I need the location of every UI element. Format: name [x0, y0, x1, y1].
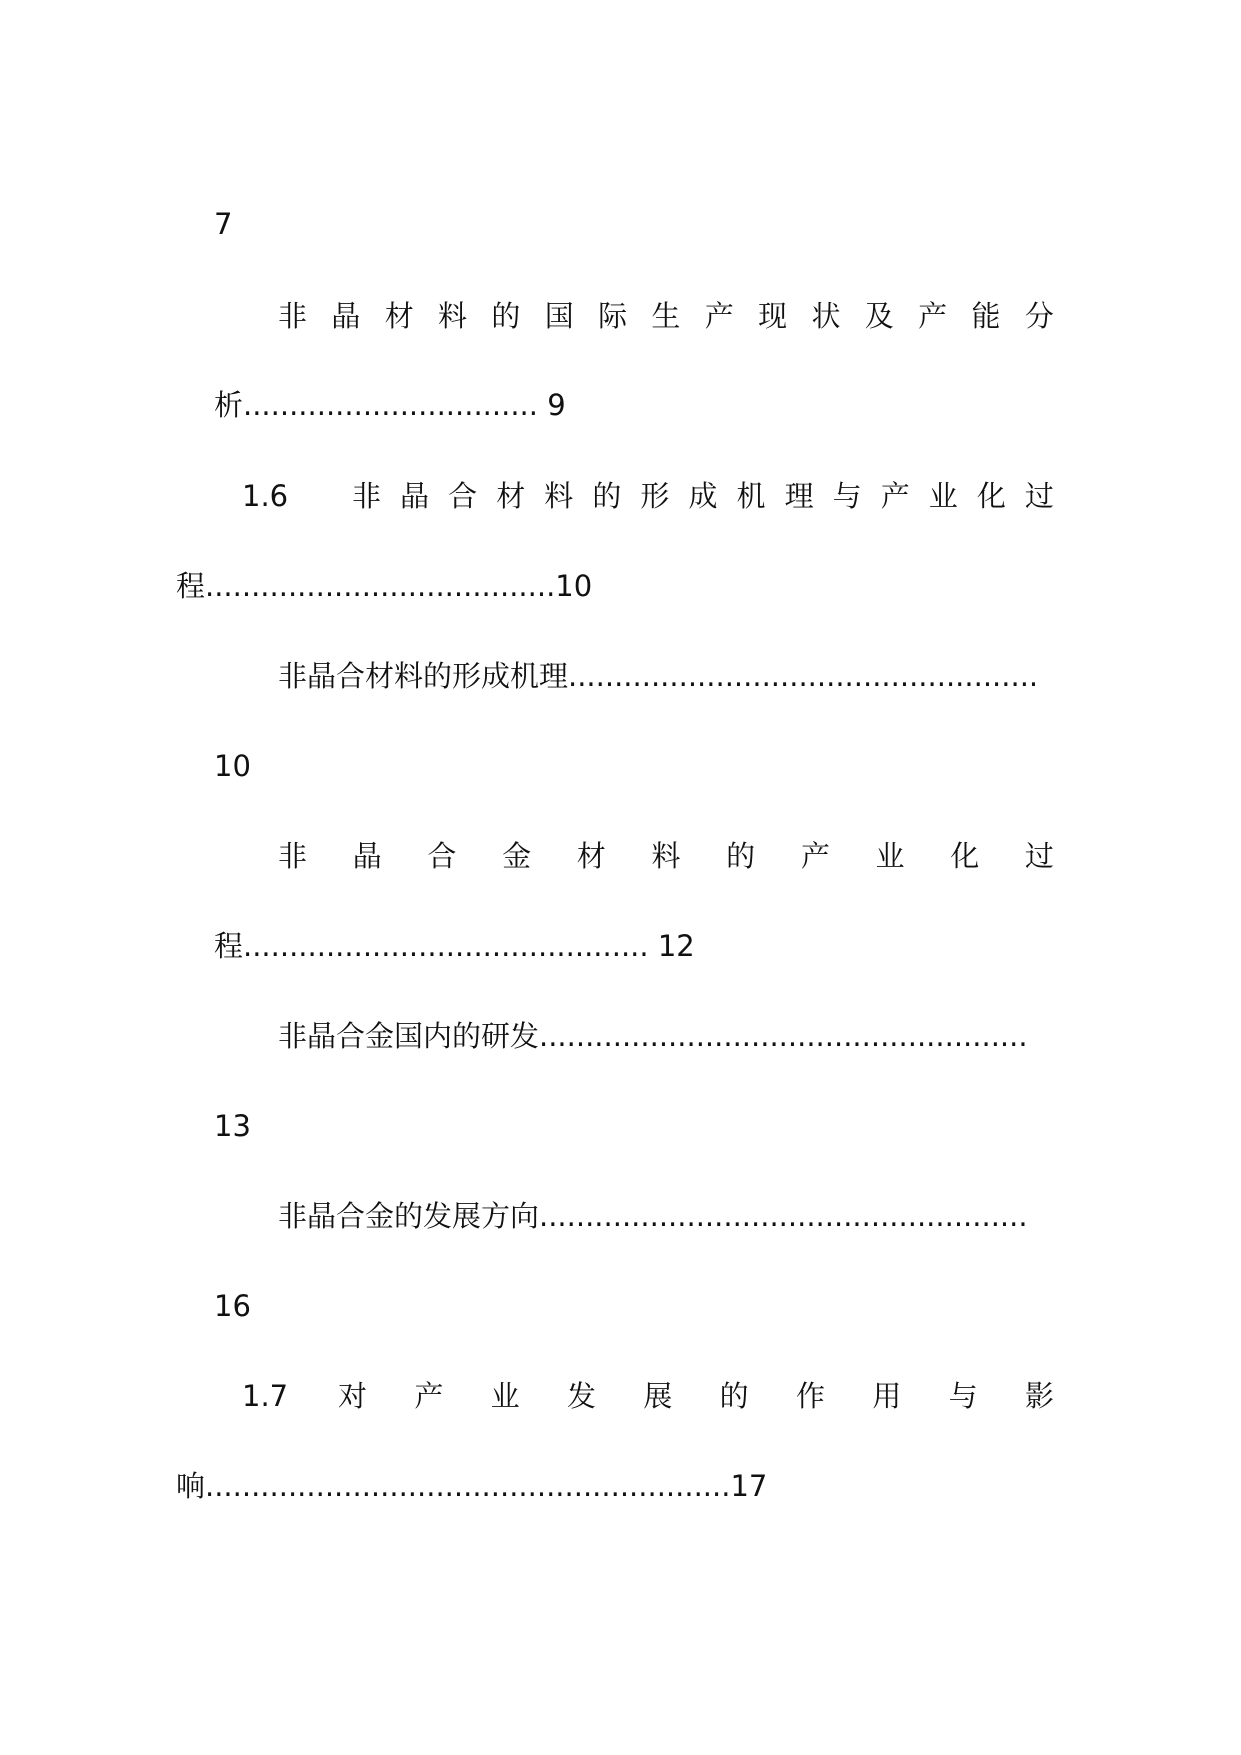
- toc-title-char: 业: [490, 1379, 520, 1413]
- toc-title-char: 形: [640, 479, 670, 513]
- toc-title-char: 与: [832, 479, 862, 513]
- toc-title-char: 产: [704, 299, 734, 333]
- toc-subentry: [278, 1196, 1064, 1236]
- toc-title-char: 展: [643, 1379, 673, 1413]
- toc-page-number: [214, 1286, 251, 1326]
- toc-page-number-text: 13: [214, 1109, 251, 1143]
- toc-title-char: 非: [352, 479, 382, 513]
- toc-leader-text: 程............................................ 12: [214, 929, 695, 963]
- toc-title-char: 材: [496, 479, 526, 513]
- toc-title-char: 影: [1024, 1379, 1054, 1413]
- toc-section-number: [242, 1376, 288, 1416]
- toc-subentry: [278, 1016, 1064, 1056]
- toc-entry-title: [278, 296, 1054, 336]
- toc-title-char: 成: [688, 479, 718, 513]
- toc-title-char: 料: [651, 839, 681, 873]
- toc-title-char: 材: [384, 299, 414, 333]
- toc-title-char: 的: [726, 839, 756, 873]
- toc-title-char: 发: [566, 1379, 596, 1413]
- toc-title-char: 业: [875, 839, 905, 873]
- toc-page-number: [214, 746, 251, 786]
- toc-entry-title: [352, 476, 1054, 516]
- toc-title-char: 化: [950, 839, 980, 873]
- toc-title-char: 及: [864, 299, 894, 333]
- toc-title-char: 机: [736, 479, 766, 513]
- toc-title-char: 的: [592, 479, 622, 513]
- toc-title-char: 料: [544, 479, 574, 513]
- toc-title-char: 产: [414, 1379, 444, 1413]
- toc-page-number-text: 16: [214, 1289, 251, 1323]
- toc-title-char: 产: [800, 839, 830, 873]
- toc-title-char: 过: [1024, 839, 1054, 873]
- toc-page-number-text: 10: [214, 749, 251, 783]
- toc-title-char: 对: [338, 1379, 368, 1413]
- toc-subentry: [278, 656, 1070, 696]
- toc-leader-line: [214, 385, 566, 425]
- toc-title-char: 的: [491, 299, 521, 333]
- toc-subentry-text: 非晶合材料的形成机理...................................................: [278, 659, 1039, 693]
- toc-title-char: 用: [872, 1379, 902, 1413]
- toc-leader-text: 析................................ 9: [214, 388, 566, 422]
- toc-section-number: [242, 476, 288, 516]
- toc-title-char: 材: [576, 839, 606, 873]
- toc-title-char: 非: [278, 299, 308, 333]
- toc-entry-title: [278, 836, 1054, 876]
- toc-leader-text: 响.........................................................17: [176, 1469, 768, 1503]
- toc-subentry-text: 非晶合金的发展方向.....................................................: [278, 1199, 1028, 1233]
- toc-title-char: 化: [976, 479, 1006, 513]
- toc-leader-line: [214, 926, 695, 966]
- toc-title-char: 料: [438, 299, 468, 333]
- toc-page-number: [214, 1106, 251, 1146]
- toc-title-char: 状: [811, 299, 841, 333]
- toc-title-char: 能: [971, 299, 1001, 333]
- toc-leader-line: [176, 566, 592, 606]
- toc-title-char: 金: [502, 839, 532, 873]
- toc-page-number: [214, 204, 232, 244]
- toc-title-char: 与: [948, 1379, 978, 1413]
- toc-title-char: 合: [427, 839, 457, 873]
- toc-leader-line: [176, 1466, 767, 1506]
- toc-title-char: 过: [1024, 479, 1054, 513]
- toc-title-char: 现: [758, 299, 788, 333]
- toc-title-char: 际: [598, 299, 628, 333]
- section-number-text: 1.7: [242, 1379, 289, 1413]
- toc-leader-text: 程......................................10: [176, 569, 593, 603]
- toc-title-char: 作: [795, 1379, 825, 1413]
- toc-subentry-text: 非晶合金国内的研发.....................................................: [278, 1019, 1028, 1053]
- toc-title-char: 国: [544, 299, 574, 333]
- toc-title-char: 生: [651, 299, 681, 333]
- toc-title-char: 非: [278, 839, 308, 873]
- toc-title-char: 晶: [400, 479, 430, 513]
- toc-entry-title: [338, 1376, 1054, 1416]
- toc-title-char: 晶: [352, 839, 382, 873]
- toc-title-char: 产: [918, 299, 948, 333]
- toc-title-char: 理: [784, 479, 814, 513]
- toc-title-char: 产: [880, 479, 910, 513]
- toc-page-number-text: 7: [214, 207, 233, 241]
- toc-title-char: 晶: [331, 299, 361, 333]
- toc-title-char: 合: [448, 479, 478, 513]
- section-number-text: 1.6: [242, 479, 289, 513]
- toc-title-char: 的: [719, 1379, 749, 1413]
- toc-title-char: 分: [1024, 299, 1054, 333]
- toc-title-char: 业: [928, 479, 958, 513]
